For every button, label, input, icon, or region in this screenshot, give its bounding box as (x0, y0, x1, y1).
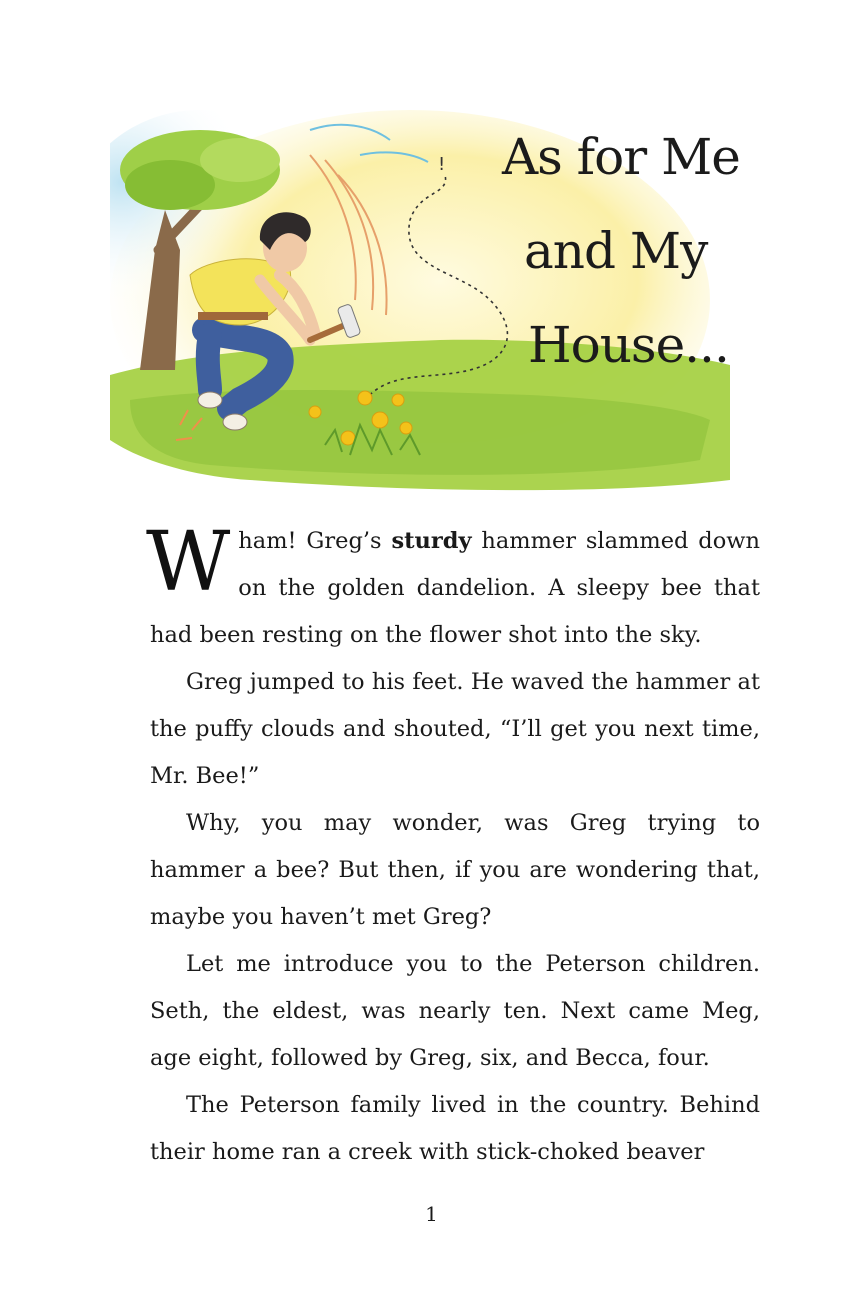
story-paragraph: The Peterson family lived in the country. Behind their home ran a creek with stick-choked beaver (150, 1092, 760, 1165)
chapter-title-line: As for Me (502, 128, 740, 186)
story-paragraph: Let me introduce you to the Peterson children. Seth, the eldest, was nearly ten. Next came Meg, age eight, followed by Greg, six, and Becca, four. (150, 951, 760, 1071)
chapter-title-line: and My (524, 222, 708, 280)
chapter-title-line: House... (528, 316, 729, 374)
paragraph-text: hammer slammed down on the golden dandelion. A sleepy bee that had been resting on the flower shot into the sky. (150, 528, 760, 648)
story-paragraph: Why, you may wonder, was Greg trying to hammer a bee? But then, if you are wondering that, maybe you haven’t met Greg? (150, 810, 760, 930)
bold-vocabulary-word: sturdy (391, 528, 472, 554)
story-text (146, 515, 760, 1176)
story-paragraph (146, 515, 760, 659)
story-paragraph: Greg jumped to his feet. He waved the hammer at the puffy clouds and shouted, “I’ll get you next time, Mr. Bee!” (150, 669, 760, 789)
drop-cap: W (146, 515, 231, 610)
chapter-title (490, 110, 790, 392)
page-number: 1 (425, 1202, 438, 1226)
paragraph-text: ham! Greg’s (238, 528, 392, 554)
svg-text:!: ! (438, 154, 446, 175)
